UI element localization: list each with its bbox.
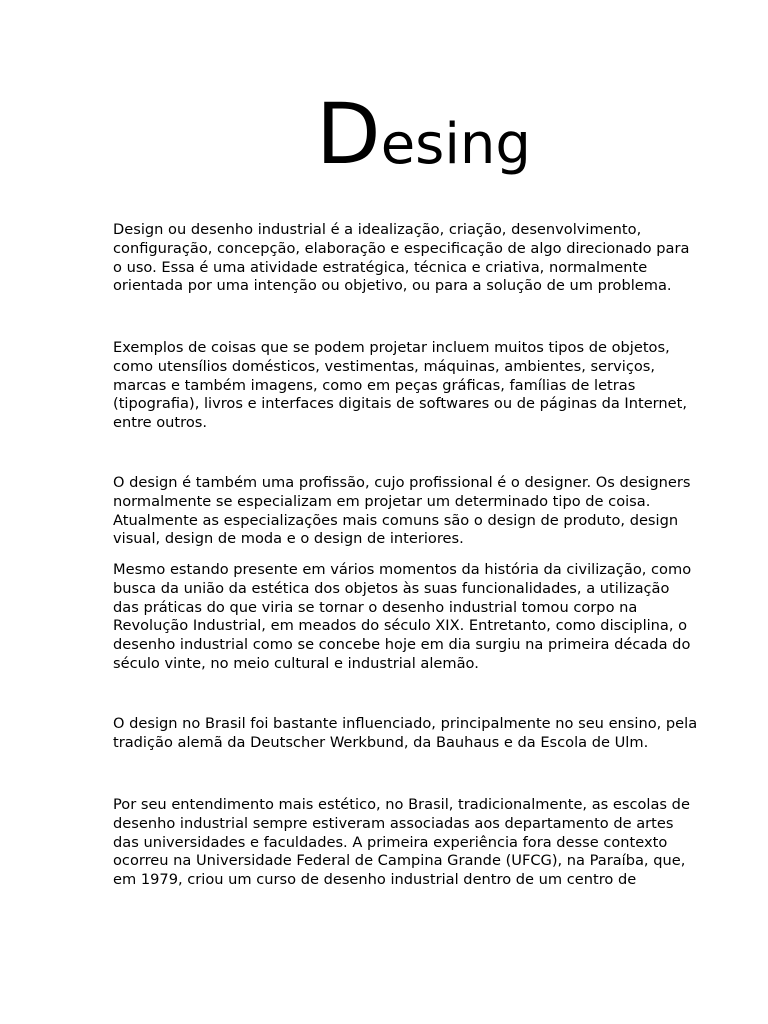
text-line: busca da união da estética dos objetos às suas funcionalidades, a utilização — [113, 579, 670, 597]
paragraph-definition — [113, 221, 690, 296]
text-line: O design é também uma profissão, cujo profissional é o designer. Os designers — [113, 474, 691, 491]
text-line: desenho industrial como se concebe hoje em dia surgiu na primeira década do — [113, 636, 691, 654]
text-line: orientada por uma intenção ou objetivo, ou para a solução de um problema. — [113, 277, 672, 295]
text-line: século vinte, no meio cultural e industrial alemão. — [113, 654, 479, 672]
text-line: desenho industrial sempre estiveram associadas aos departamento de artes — [113, 814, 674, 832]
text-line: Por seu entendimento mais estético, no Brasil, tradicionalmente, as escolas de — [113, 796, 690, 813]
document-title — [316, 85, 531, 183]
paragraph-history — [113, 561, 692, 674]
text-line: entre outros. — [113, 414, 207, 432]
title-rest: esing — [380, 112, 531, 177]
text-line: O design no Brasil foi bastante influenciado, principalmente no seu ensino, pela — [113, 715, 698, 732]
text-line: normalmente se especializam em projetar um determinado tipo de coisa. — [113, 492, 651, 510]
text-line: como utensílios domésticos, vestimentas, máquinas, ambientes, serviços, — [113, 357, 656, 375]
text-line: marcas e também imagens, como em peças gráficas, famílias de letras — [113, 376, 636, 394]
paragraph-brazil-schools — [113, 796, 690, 890]
text-line: em 1979, criou um curso de desenho industrial dentro de um centro de — [113, 871, 637, 889]
text-line: Exemplos de coisas que se podem projetar incluem muitos tipos de objetos, — [113, 339, 670, 356]
text-line: tradição alemã da Deutscher Werkbund, da Bauhaus e da Escola de Ulm. — [113, 733, 649, 751]
text-line: Atualmente as especializações mais comuns são o design de produto, design — [113, 511, 679, 529]
text-line: ocorreu na Universidade Federal de Campina Grande (UFCG), na Paraíba, que, — [113, 852, 686, 870]
text-line: (tipografia), livros e interfaces digitais de softwares ou de páginas da Internet, — [113, 395, 688, 413]
text-line: visual, design de moda e o design de interiores. — [113, 530, 464, 548]
paragraph-examples — [113, 339, 688, 433]
text-line: das universidades e faculdades. A primeira experiência fora desse contexto — [113, 833, 668, 851]
paragraph-profession — [113, 474, 691, 549]
text-line: configuração, concepção, elaboração e especificação de algo direcionado para — [113, 239, 690, 257]
text-line: das práticas do que viria se tornar o desenho industrial tomou corpo na — [113, 598, 638, 616]
text-line: Design ou desenho industrial é a idealização, criação, desenvolvimento, — [113, 221, 642, 238]
text-line: Mesmo estando presente em vários momentos da história da civilização, como — [113, 561, 692, 578]
text-line: Revolução Industrial, em meados do século XIX. Entretanto, como disciplina, o — [113, 617, 688, 635]
text-line: o uso. Essa é uma atividade estratégica, técnica e criativa, normalmente — [113, 258, 648, 276]
paragraph-brazil-influence — [113, 715, 698, 753]
title-initial-letter: D — [316, 85, 381, 183]
